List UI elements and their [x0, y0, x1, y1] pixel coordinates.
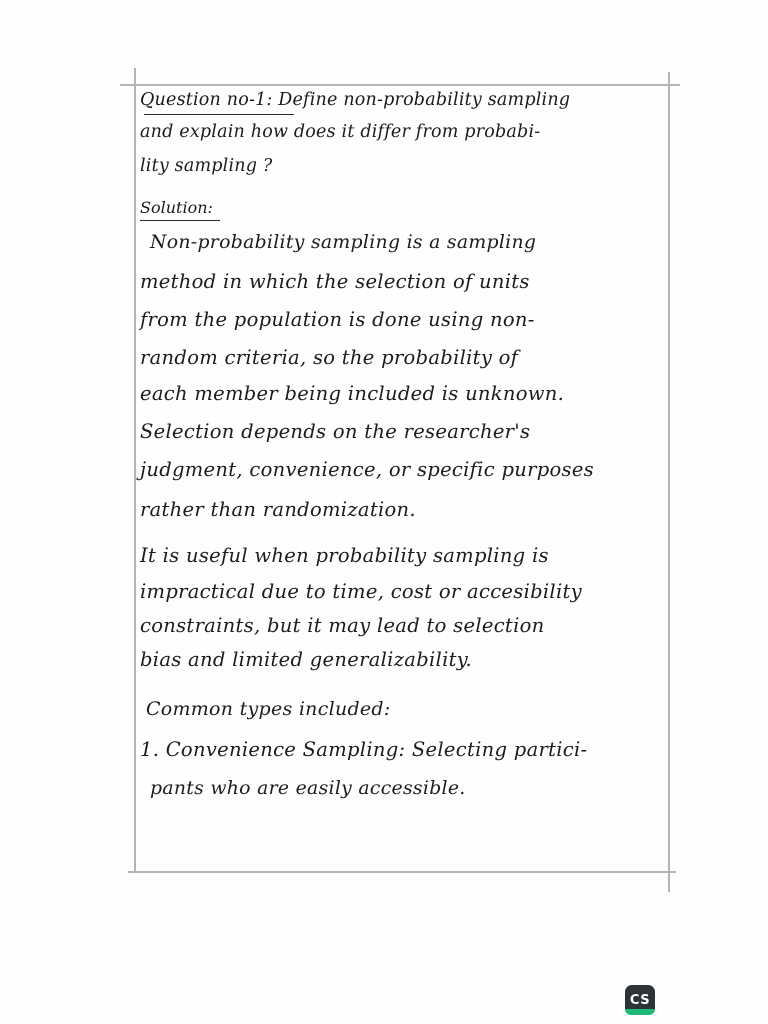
- paragraph1-line-7: judgment, convenience, or specific purposes: [140, 458, 594, 481]
- question-underline: [144, 114, 294, 115]
- margin-line-left: [134, 68, 136, 873]
- paragraph1-line-6: Selection depends on the researcher's: [140, 420, 531, 443]
- camscanner-logo-accent: [625, 1009, 655, 1015]
- paragraph1-line-2: method in which the selection of units: [140, 270, 530, 293]
- paragraph1-line-8: rather than randomization.: [140, 498, 416, 521]
- camscanner-logo-label: CS: [629, 992, 651, 1008]
- question-line-1: Question no-1: Define non-probability sampling: [140, 90, 571, 110]
- paragraph1-line-4: random criteria, so the probability of: [140, 346, 519, 369]
- paragraph1-line-5: each member being included is unknown.: [140, 382, 565, 405]
- paragraph1-line-3: from the population is done using non-: [140, 308, 535, 331]
- margin-line-right: [668, 72, 670, 892]
- margin-line-bottom: [128, 871, 676, 873]
- paragraph2-line-4: bias and limited generalizability.: [140, 648, 472, 671]
- type-item-line-1: 1. Convenience Sampling: Selecting partici-: [140, 738, 588, 761]
- question-line-3: lity sampling ?: [140, 156, 273, 176]
- types-heading: Common types included:: [146, 698, 391, 720]
- type-item-line-2: pants who are easily accessible.: [150, 778, 466, 799]
- paragraph2-line-3: constraints, but it may lead to selection: [140, 614, 545, 637]
- margin-line-top: [120, 84, 680, 86]
- paragraph2-line-2: impractical due to time, cost or accesibility: [140, 580, 582, 603]
- solution-underline: [140, 220, 220, 221]
- paragraph2-line-1: It is useful when probability sampling is: [140, 544, 549, 567]
- paragraph1-line-1: Non-probability sampling is a sampling: [150, 232, 537, 253]
- question-line-2: and explain how does it differ from probabi-: [140, 122, 541, 142]
- solution-heading: Solution:: [140, 198, 213, 217]
